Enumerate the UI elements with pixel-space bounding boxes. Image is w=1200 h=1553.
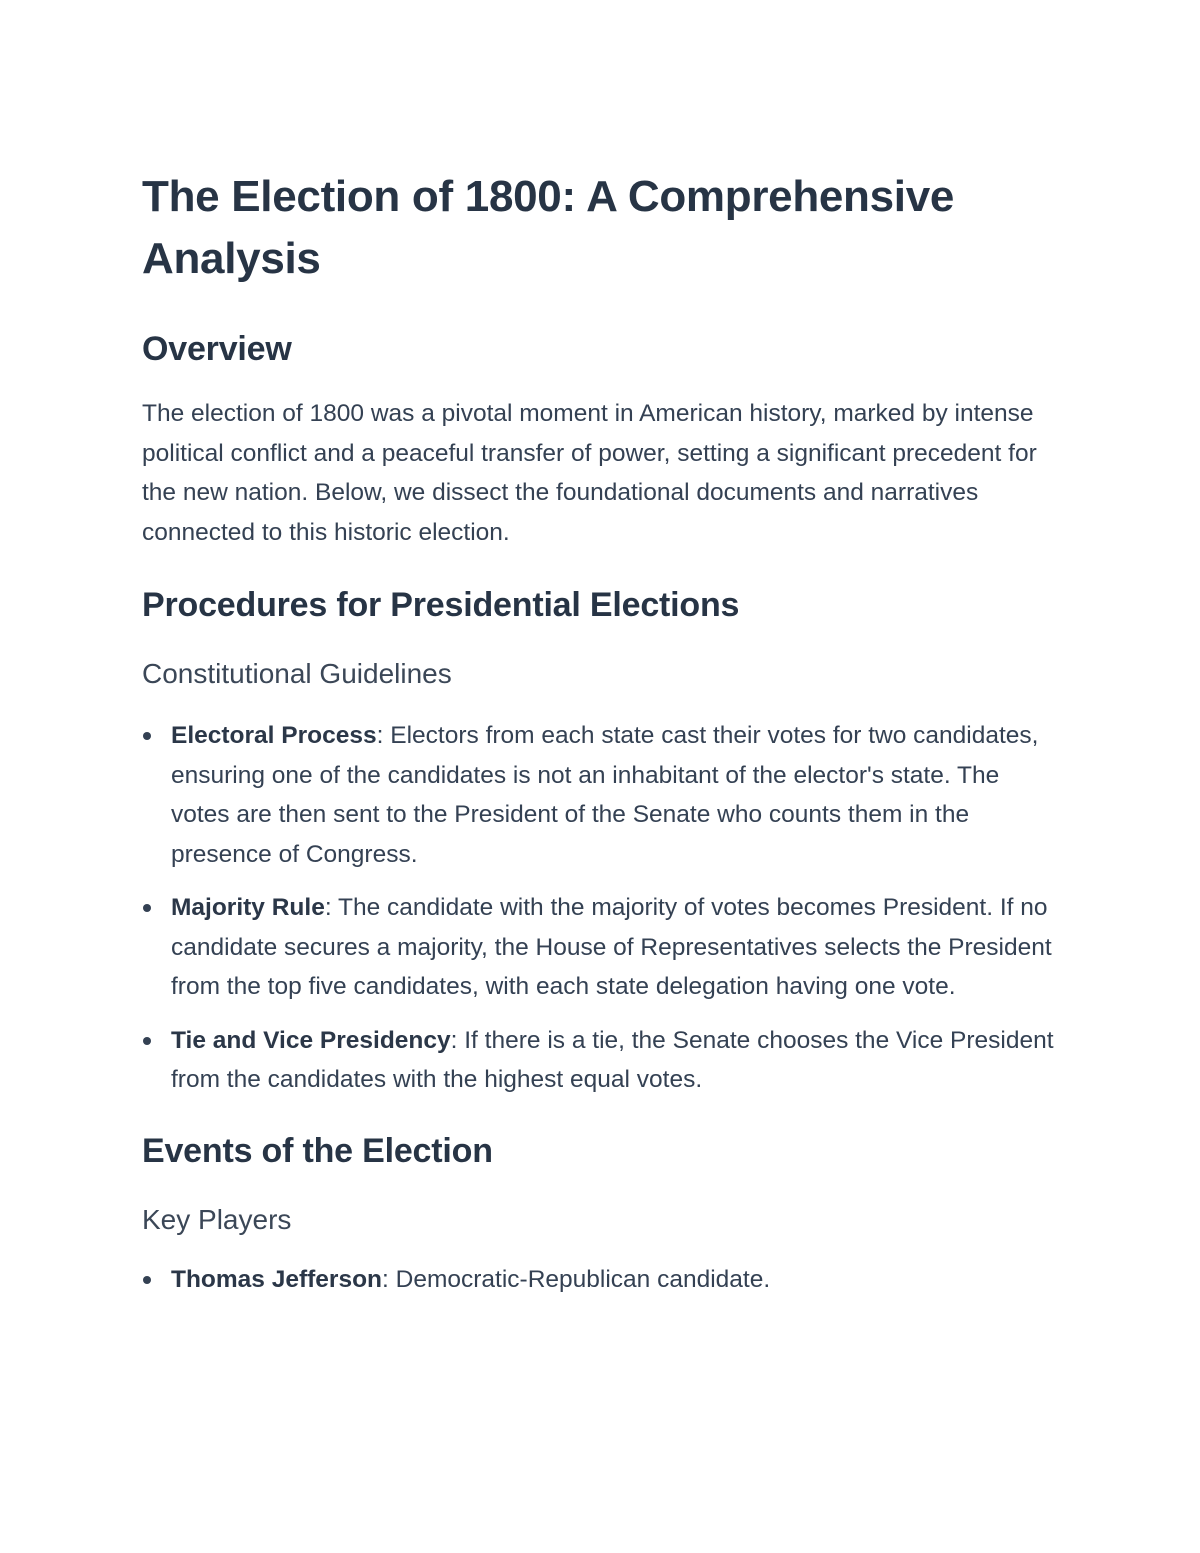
document-page bbox=[142, 166, 1062, 1299]
list-item-text: : Electors from each state cast their votes for two candidates, ensuring one of the candidates is not an inhabitant of the elector's state. The votes are then sent to the President of the Senate who counts them in the presence of Congress. bbox=[171, 722, 1039, 868]
procedures-heading: Procedures for Presidential Elections bbox=[142, 586, 740, 624]
guidelines-list bbox=[142, 716, 1062, 1100]
list-item bbox=[142, 1260, 1062, 1300]
constitutional-guidelines-subheading: Constitutional Guidelines bbox=[142, 658, 452, 689]
key-players-subheading: Key Players bbox=[142, 1203, 292, 1235]
bullet-icon bbox=[143, 1037, 151, 1045]
list-item bbox=[142, 716, 1062, 874]
overview-paragraph: The election of 1800 was a pivotal moment in American history, marked by intense political conflict and a peaceful transfer of power, setting a significant precedent for the new nation. Below, we dissect the foundational documents and narratives connected to this historic election. bbox=[142, 400, 1037, 546]
list-item-text: : Democratic-Republican candidate. bbox=[382, 1265, 771, 1293]
list-item-text: : If there is a tie, the Senate chooses the Vice President from the candidates with the highest equal votes. bbox=[171, 1026, 1054, 1093]
list-item-term: Majority Rule bbox=[171, 894, 325, 921]
bullet-icon bbox=[143, 904, 151, 912]
list-item-term: Electoral Process bbox=[171, 722, 377, 749]
list-item-text: : The candidate with the majority of votes becomes President. If no candidate secures a majority, the House of Representatives selects the President from the top five candidates, with each state delegation having one vote. bbox=[171, 894, 1052, 1000]
document-title: The Election of 1800: A Comprehensive Analysis bbox=[142, 172, 955, 283]
overview-heading: Overview bbox=[142, 330, 292, 368]
list-item bbox=[142, 1021, 1062, 1100]
bullet-icon bbox=[143, 1276, 151, 1284]
list-item-term: Thomas Jefferson bbox=[171, 1265, 383, 1293]
list-item bbox=[142, 888, 1062, 1007]
key-players-list bbox=[142, 1260, 1062, 1300]
list-item-term: Tie and Vice Presidency bbox=[171, 1026, 451, 1054]
bullet-icon bbox=[143, 732, 151, 740]
events-heading: Events of the Election bbox=[142, 1131, 493, 1170]
